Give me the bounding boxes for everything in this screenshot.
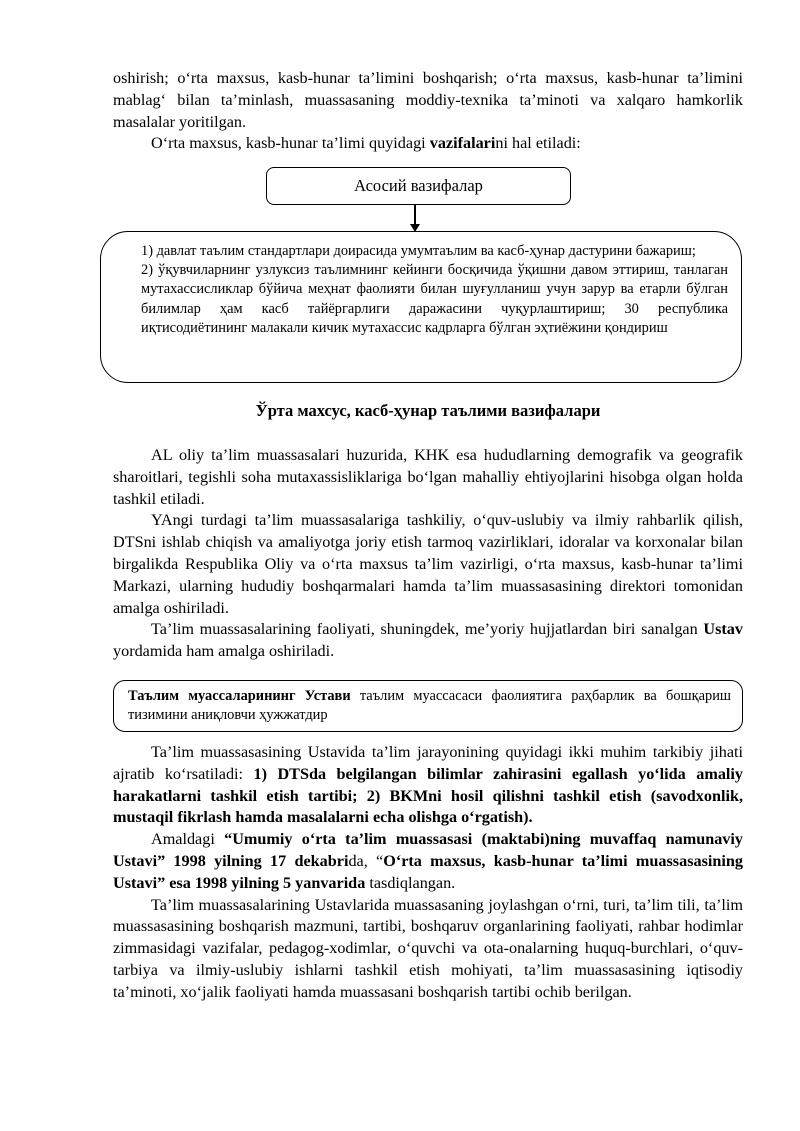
paragraph-4: YAngi turdagi ta’lim muassasalariga tashkiliy, o‘quv-uslubiy va ilmiy rahbarlik qilish, DTSni ishlab chiqish va amaliyotga joriy etish tarmoq vazirliklari, idoralar va korxonalar bilan birgalikda Respublika Oliy va o‘rta maxsus ta’lim vazirligi, o‘rta maxsus, kasb-hunar ta’limi Markazi, ularning hududiy boshqarmalari hamda ta’lim muassasasining direktori tomonidan amalga oshiriladi. <box>113 511 743 617</box>
diagram-top-box <box>266 167 571 205</box>
paragraph-5 <box>113 619 743 663</box>
diagram-list <box>141 242 728 338</box>
p2-bold: vazifalari <box>429 134 496 153</box>
p5-text-end: yordamida ham amalga oshiriladi. <box>113 642 335 661</box>
definition-box <box>113 680 743 732</box>
p7-e: tasdiqlangan. <box>365 873 456 892</box>
diagram-caption: Ўрта махсус, касб-ҳунар таълими вазифалари <box>255 401 601 420</box>
p7-a: Amaldagi <box>151 830 225 849</box>
definition-rest: таълим муассасаси фаолиятига раҳбарлик ва бошқариш тизимини аниқловчи ҳужжатдир <box>128 688 731 724</box>
p5-bold: Ustav <box>703 620 743 639</box>
arrow-line <box>414 205 416 226</box>
definition-text <box>128 687 731 725</box>
p2-text-start: O‘rta maxsus, kasb-hunar ta’limi quyidagi <box>151 134 430 153</box>
p7-c: da, “ <box>348 851 384 870</box>
paragraph-7 <box>113 829 743 894</box>
p5-text-start: Ta’lim muassasalarining faoliyati, shuningdek, me’yoriy hujjatlardan biri sanalgan <box>151 620 704 639</box>
diagram-top-label: Асосий вазифалар <box>354 176 483 195</box>
diagram-item-1: 1) давлат таълим стандартлари доирасида умумтаълим ва касб-ҳунар дастурини бажариш; <box>141 243 696 259</box>
body-text <box>113 445 743 663</box>
p7-b: “Umumiy o‘rta ta’lim muassasasi (maktabi)ning muvaffaq namunaviy Ustavi” 1998 yilning 17 dekabri <box>113 830 743 870</box>
p7-d: O‘rta maxsus, kasb-hunar ta’limi muassasasining Ustavi” esa 1998 yilning 5 yanvarida <box>113 851 743 892</box>
diagram-item-2: 2) ўқувчиларнинг узлуксиз таълимнинг кейинги босқичида ўқишни давом эттириш, танлаган мутахассисликлар бўйича меҳнат фаолияти билан шуғулланиш учун зарур ва етарли бўлган билимлар ҳам касб тайёргарлиги даражасини чуқурлаштириш; 30 республика иқтисодиётининг малакали кичик мутахассис кадрларга бўлган эҳтиёжини қондириш <box>141 262 728 336</box>
definition-term: Таълим муассаларининг Устави <box>128 688 351 704</box>
paragraph-6 <box>113 742 743 829</box>
paragraph-1: oshirish; o‘rta maxsus, kasb-hunar ta’limini boshqarish; o‘rta maxsus, kasb-hunar ta’limini mablag‘ bilan ta’minlash, muassasaning moddiy-texnika ta’minoti va xalqaro hamkorlik masalalar yoritilgan. <box>113 69 743 131</box>
diagram-main-box <box>100 231 742 383</box>
intro-text <box>113 68 743 155</box>
paragraph-2 <box>113 133 743 155</box>
paragraph-8: Ta’lim muassasalarining Ustavlarida muassasaning joylashgan o‘rni, turi, ta’lim tili, ta’lim muassasasining boshqarish mazmuni, tartibi, boshqaruv organlarining faoliyati, rahbar hodimlar zimmasidagi vazifalar, pedagog-xodimlar, o‘quvchi va ota-onalarning huquq-burchlari, o‘quv-tarbiya va ilmiy-uslubiy ishlarni tashkil etish mohiyati, ta’lim muassasasining iqtisodiy ta’minoti, xo‘jalik faoliyati hamda muassasani boshqarish tartibi ochib berilgan. <box>113 895 743 1001</box>
p2-text-end: ni hal etiladi: <box>495 134 581 153</box>
paragraph-3: AL oliy ta’lim muassasalari huzurida, KHK esa hududlarning demografik va geografik sharoitlari, tegishli soha mutaxassisliklariga bo‘lgan mahalliy ehtiyojlarini hisobga olgan holda tashkil etiladi. <box>113 446 743 508</box>
p6-text-start: Ta’lim muassasasining Ustavida ta’lim jarayonining quyidagi ikki muhim tarkibiy jihati ajratib ko‘rsatiladi: <box>113 743 743 783</box>
p6-bold: 1) DTSda belgilangan bilimlar zahirasini egallash yo‘lida amaliy harakatlarni tashkil etish tartibi; 2) BKMni hosil qilishni tashkil etish (savodxonlik, mustaqil fikrlash hamda masalalarni echa olishga o‘rgatish). <box>113 764 744 827</box>
body-text-2 <box>113 742 743 1004</box>
